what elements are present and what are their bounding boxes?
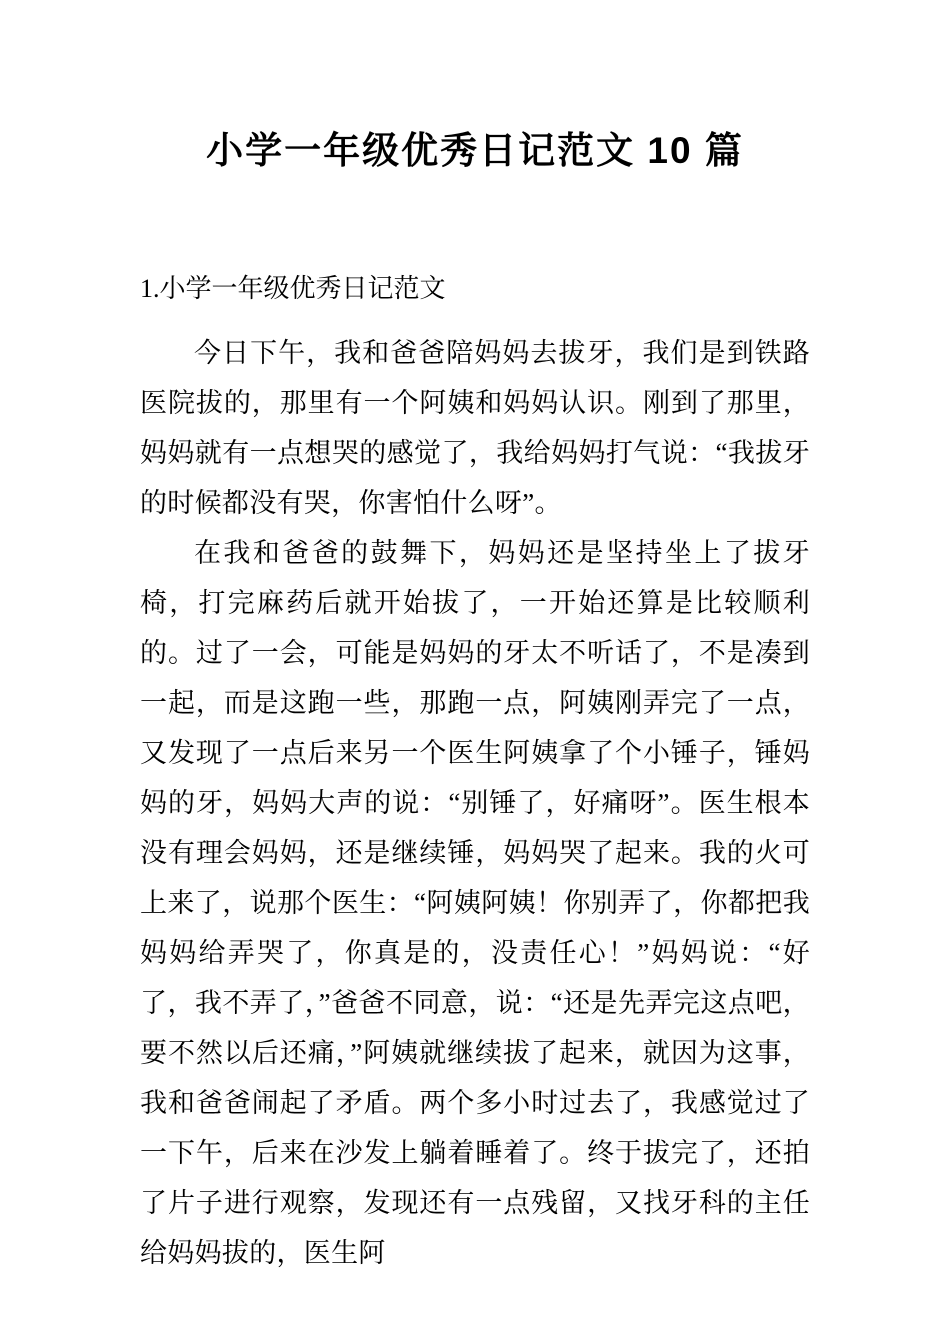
body-paragraph: 今日下午，我和爸爸陪妈妈去拔牙，我们是到铁路医院拔的，那里有一个阿姨和妈妈认识。刚到了那里，妈妈就有一点想哭的感觉了，我给妈妈打气说：“我拔牙的时候都没有哭，你害怕什么呀”。 bbox=[140, 337, 810, 518]
document-body bbox=[140, 328, 810, 1278]
body-paragraph: 在我和爸爸的鼓舞下，妈妈还是坚持坐上了拔牙椅，打完麻药后就开始拔了，一开始还算是比较顺利的。过了一会，可能是妈妈的牙太不听话了，不是凑到一起，而是这跑一些，那跑一点，阿姨刚弄完了一点，又发现了一点后来另一个医生阿姨拿了个小锤子，锤妈妈的牙，妈妈大声的说：“别锤了，好痛呀”。医生根本没有理会妈妈，还是继续锤，妈妈哭了起来。我的火可上来了，说那个医生：“阿姨阿姨！你别弄了，你都把我妈妈给弄哭了，你真是的，没责任心！”妈妈说：“好了，我不弄了，”爸爸不同意，说：“还是先弄完这点吧，要不然以后还痛，”阿姨就继续拔了起来，就因为这事，我和爸爸闹起了矛盾。两个多小时过去了，我感觉过了一下午，后来在沙发上躺着睡着了。终于拔完了，还拍了片子进行观察，发现还有一点残留，又找牙科的主任给妈妈拔的，医生阿 bbox=[140, 537, 810, 1268]
section-heading: 1.小学一年级优秀日记范文 bbox=[140, 273, 446, 303]
document-title: 小学一年级优秀日记范文 10 篇 bbox=[206, 130, 744, 171]
